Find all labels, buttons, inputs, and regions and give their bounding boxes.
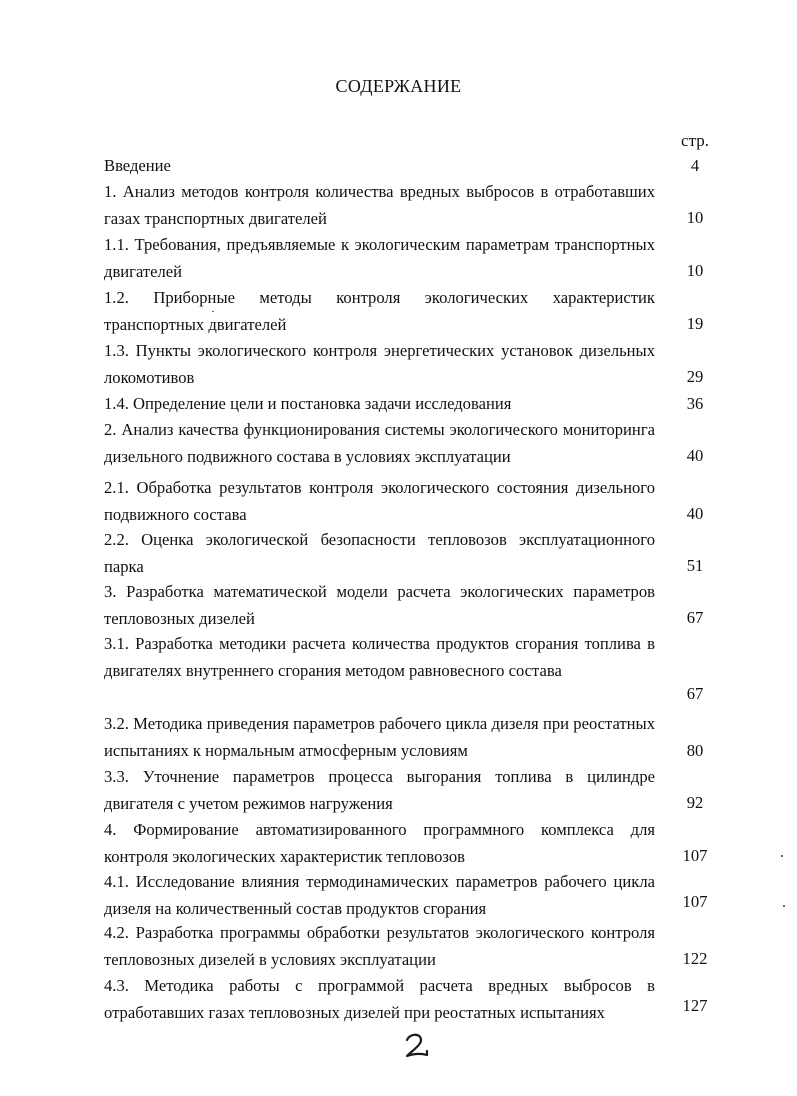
toc-entry-text: 3. Разработка математической модели расчета экологических параметров тепловозных дизелей — [104, 582, 655, 628]
toc-entry-text: 2.1. Обработка результатов контроля экологического состояния дизельного подвижного состава — [104, 478, 655, 524]
toc-entry-text: 1. Анализ методов контроля количества вредных выбросов в отработавших газах транспортных двигателей — [104, 182, 655, 228]
toc-entry-page: 29 — [686, 367, 704, 386]
toc-entry-text: 3.1. Разработка методики расчета количества продуктов сгорания топлива в двигателях внутреннего сгорания методом равновесного состава — [104, 634, 655, 680]
toc-entry-text: 4.1. Исследование влияния термодинамических параметров рабочего цикла дизеля на количественный состав продуктов сгорания — [104, 872, 655, 918]
toc-entry-text: 2. Анализ качества функционирования системы экологического мониторинга дизельного подвижного состава в условиях эксплуатации — [104, 420, 655, 466]
toc-entry-page: 122 — [682, 949, 708, 968]
toc-entry-page: 67 — [686, 684, 704, 703]
toc-entry-page: 36 — [686, 394, 704, 413]
toc-entry-page: 19 — [686, 314, 704, 333]
toc-entry-text: 1.2. Приборные методы контроля экологических характеристик транспортных двигателей — [104, 288, 655, 334]
toc-entry-text: 3.3. Уточнение параметров процесса выгорания топлива в цилиндре двигателя с учетом режимов нагружения — [104, 767, 655, 813]
toc-entry-page: 92 — [686, 793, 704, 812]
toc-entry-page: 40 — [686, 504, 704, 523]
toc-entry-page: 107 — [682, 892, 708, 911]
toc-entry-page: 80 — [686, 741, 704, 760]
scan-speck — [212, 311, 214, 312]
toc-entry-text: 1.3. Пункты экологического контроля энергетических установок дизельных локомотивов — [104, 341, 655, 387]
page-column-header: стр. — [681, 131, 709, 150]
toc-entry-text: 4.2. Разработка программы обработки результатов экологического контроля тепловозных дизелей в условиях эксплуатации — [104, 923, 655, 969]
toc-entry-page: 10 — [686, 208, 704, 227]
toc-entry-text: 4. Формирование автоматизированного программного комплекса для контроля экологических характеристик тепловозов — [104, 820, 655, 866]
toc-entry-text: Введение — [104, 156, 171, 175]
toc-entry-text: 1.4. Определение цели и постановка задачи исследования — [104, 394, 512, 413]
toc-entry-text: 1.1. Требования, предъявляемые к экологическим параметрам транспортных двигателей — [104, 235, 655, 281]
page-title: СОДЕРЖАНИЕ — [335, 76, 462, 96]
toc-entry-page: 40 — [686, 446, 704, 465]
scan-speck — [783, 905, 785, 907]
toc-entry-page: 10 — [686, 261, 704, 280]
toc-entry-page: 51 — [686, 556, 704, 575]
toc-entry-text: 2.2. Оценка экологической безопасности тепловозов эксплуатационного парка — [104, 530, 655, 576]
toc-entry-page: 107 — [682, 846, 708, 865]
toc-entry-text: 4.3. Методика работы с программой расчета вредных выбросов в отработавших газах тепловозных дизелей при реостатных испытаниях — [104, 976, 655, 1022]
toc-entry-text: 3.2. Методика приведения параметров рабочего цикла дизеля при реостатных испытаниях к нормальным атмосферным условиям — [104, 714, 655, 760]
handwritten-page-number — [402, 1031, 432, 1061]
toc-entry-page: 67 — [686, 608, 704, 627]
toc-entry-page: 4 — [690, 156, 700, 175]
toc-entry-page: 127 — [682, 996, 708, 1015]
scan-speck — [781, 855, 783, 857]
